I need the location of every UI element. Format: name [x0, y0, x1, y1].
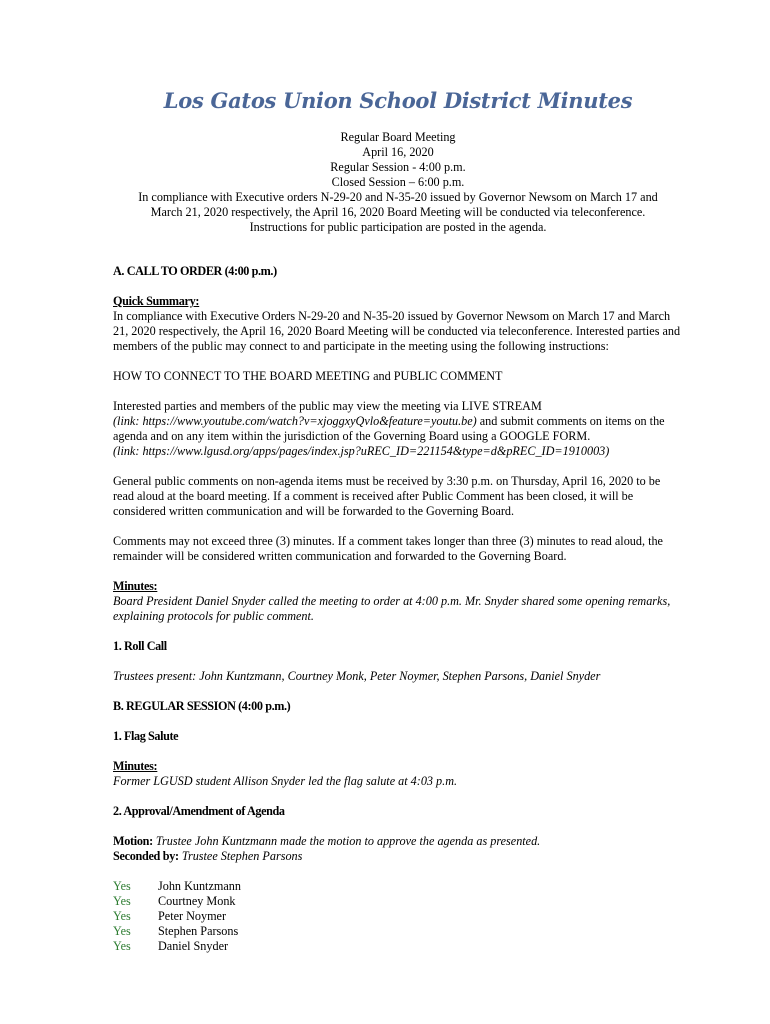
- livestream-link[interactable]: (link: https://www.youtube.com/watch?v=xjoggxyQvlo&feature=youtu.be): [113, 414, 477, 428]
- vote-value: Yes: [113, 909, 131, 923]
- motion-line: [113, 834, 683, 849]
- vote-row: [113, 924, 683, 939]
- flag-salute-heading: 1. Flag Salute: [113, 729, 179, 743]
- livestream-intro: Interested parties and members of the public may view the meeting via LIVE STREAM: [113, 399, 542, 413]
- vote-value: Yes: [113, 924, 131, 938]
- minutes-label: Minutes:: [113, 579, 158, 593]
- vote-row: [113, 894, 683, 909]
- meeting-date: April 16, 2020: [362, 145, 434, 159]
- vote-row: [113, 909, 683, 924]
- quick-summary-text: In compliance with Executive Orders N-29-20 and N-35-20 issued by Governor Newsom on March 17 and March 21, 2020 respectively, the April 16, 2020 Board Meeting will be conducted via teleconference. Interested parties and members of the public may connect to and participate in the meeting using the following instructions:: [113, 309, 681, 353]
- vote-list: [113, 879, 683, 954]
- roll-call-heading: 1. Roll Call: [113, 639, 167, 653]
- motion-text: Trustee John Kuntzmann made the motion to approve the agenda as presented.: [152, 834, 541, 848]
- general-comments-text: General public comments on non-agenda items must be received by 3:30 p.m. on Thursday, April 16, 2020 to be read aloud at the board meeting. If a comment is received after Public Comment has been closed, it will be considered written communication and will be forwarded to the Governing Board.: [113, 474, 661, 518]
- meeting-type: Regular Board Meeting: [340, 130, 456, 144]
- call-to-order-minutes: Board President Daniel Snyder called the meeting to order at 4:00 p.m. Mr. Snyder shared some opening remarks, explaining protocols for public comment.: [113, 594, 671, 623]
- document-page: [113, 88, 683, 954]
- voter-name: Daniel Snyder: [158, 939, 229, 953]
- vote-value: Yes: [113, 939, 131, 953]
- section-b-heading: B. REGULAR SESSION (4:00 p.m.): [113, 699, 291, 713]
- livestream-after: and submit comments on items on the agenda and on any item within the jurisdiction of the Governing Board using a GOOGLE FORM.: [113, 414, 665, 443]
- vote-row: [113, 879, 683, 894]
- flag-salute-minutes: Former LGUSD student Allison Snyder led the flag salute at 4:03 p.m.: [113, 774, 458, 788]
- how-to-connect: HOW TO CONNECT TO THE BOARD MEETING and PUBLIC COMMENT: [113, 369, 503, 383]
- seconded-label: Seconded by:: [113, 849, 179, 863]
- trustees-present: Trustees present: John Kuntzmann, Courtney Monk, Peter Noymer, Stephen Parsons, Daniel Snyder: [113, 669, 601, 683]
- voter-name: John Kuntzmann: [158, 879, 241, 893]
- minutes-label-flag: Minutes:: [113, 759, 158, 773]
- voter-name: Peter Noymer: [158, 909, 227, 923]
- compliance-line-3: Instructions for public participation are posted in the agenda.: [249, 220, 547, 234]
- voter-name: Stephen Parsons: [158, 924, 239, 938]
- compliance-line-1: In compliance with Executive orders N-29-20 and N-35-20 issued by Governor Newsom on March 17 and: [138, 190, 658, 204]
- voter-name: Courtney Monk: [158, 894, 236, 908]
- seconded-line: [113, 849, 683, 864]
- vote-value: Yes: [113, 894, 131, 908]
- google-form-link[interactable]: (link: https://www.lgusd.org/apps/pages/index.jsp?uREC_ID=221154&type=d&pREC_ID=1910003): [113, 444, 610, 458]
- approval-heading: 2. Approval/Amendment of Agenda: [113, 804, 285, 818]
- section-a-heading: A. CALL TO ORDER (4:00 p.m.): [113, 264, 277, 278]
- motion-label: Motion:: [113, 834, 153, 848]
- livestream-paragraph: [113, 399, 683, 459]
- seconded-text: Trustee Stephen Parsons: [178, 849, 303, 863]
- comment-limit-text: Comments may not exceed three (3) minutes. If a comment takes longer than three (3) minutes to read aloud, the remainder will be considered written communication and forwarded to the Governing Board.: [113, 534, 663, 563]
- compliance-line-2: March 21, 2020 respectively, the April 16, 2020 Board Meeting will be conducted via teleconference.: [150, 205, 646, 219]
- vote-value: Yes: [113, 879, 131, 893]
- quick-summary-label: Quick Summary:: [113, 294, 200, 308]
- vote-row: [113, 939, 683, 954]
- regular-session-time: Regular Session - 4:00 p.m.: [330, 160, 466, 174]
- meeting-header-block: [113, 130, 683, 235]
- closed-session-time: Closed Session – 6:00 p.m.: [331, 175, 465, 189]
- document-title: Los Gatos Union School District Minutes: [163, 88, 633, 113]
